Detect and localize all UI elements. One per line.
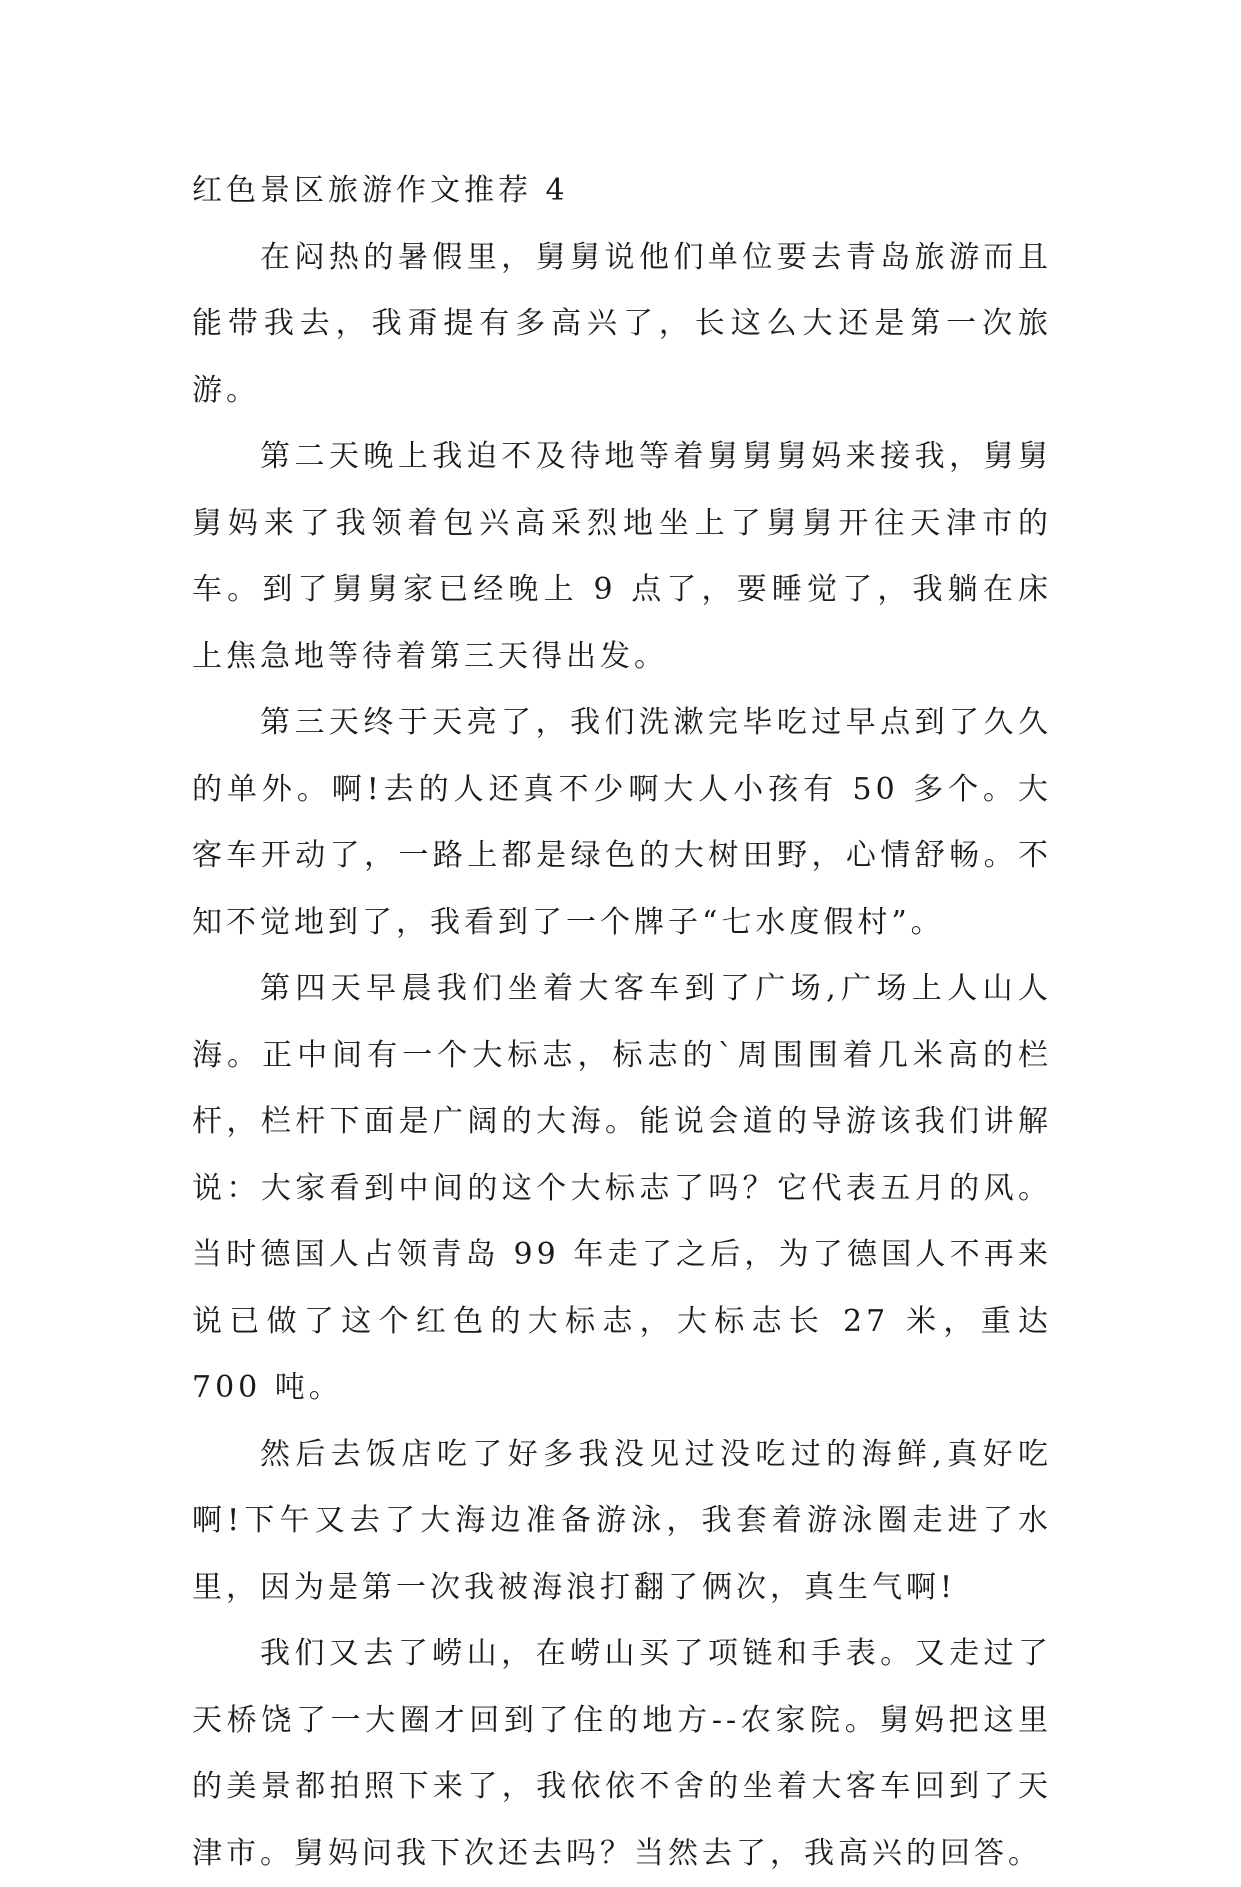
paragraph: 我们又去了崂山，在崂山买了项链和手表。又走过了天桥饶了一大圈才回到了住的地方--农家院。舅妈把这里的美景都拍照下来了，我依依不舍的坐着大客车回到了天津市。舅妈问我下次还去吗？当然去了，我高兴的回答。 — [192, 1636, 1052, 1871]
paragraph: 第四天早晨我们坐着大客车到了广场,广场上人山人海。正中间有一个大标志，标志的`周围围着几米高的栏杆，栏杆下面是广阔的大海。能说会道的导游该我们讲解说：大家看到中间的这个大标志了吗？它代表五月的风。当时德国人占领青岛 99 年走了之后，为了德国人不再来说已做了这个红色的大标志，大标志长 27 米，重达 700 吨。 — [192, 971, 1052, 1405]
paragraph: 第三天终于天亮了，我们洗漱完毕吃过早点到了久久的单外。啊!去的人还真不少啊大人小孩有 50 多个。大客车开动了，一路上都是绿色的大树田野，心情舒畅。不知不觉地到了，我看到了一个牌子“七水度假村”。 — [192, 705, 1052, 940]
paragraph: 然后去饭店吃了好多我没见过没吃过的海鲜,真好吃啊!下午又去了大海边准备游泳，我套着游泳圈走进了水里，因为是第一次我被海浪打翻了俩次，真生气啊! — [192, 1436, 1052, 1605]
paragraph: 在闷热的暑假里，舅舅说他们单位要去青岛旅游而且能带我去，我甭提有多高兴了，长这么大还是第一次旅游。 — [192, 239, 1052, 408]
document-body — [192, 158, 1052, 1887]
paragraph: 第二天晚上我迫不及待地等着舅舅舅妈来接我，舅舅舅妈来了我领着包兴高采烈地坐上了舅舅开往天津市的车。到了舅舅家已经晚上 9 点了，要睡觉了，我躺在床上焦急地等待着第三天得出发。 — [192, 439, 1052, 674]
document-title: 红色景区旅游作文推荐 4 — [192, 173, 569, 208]
